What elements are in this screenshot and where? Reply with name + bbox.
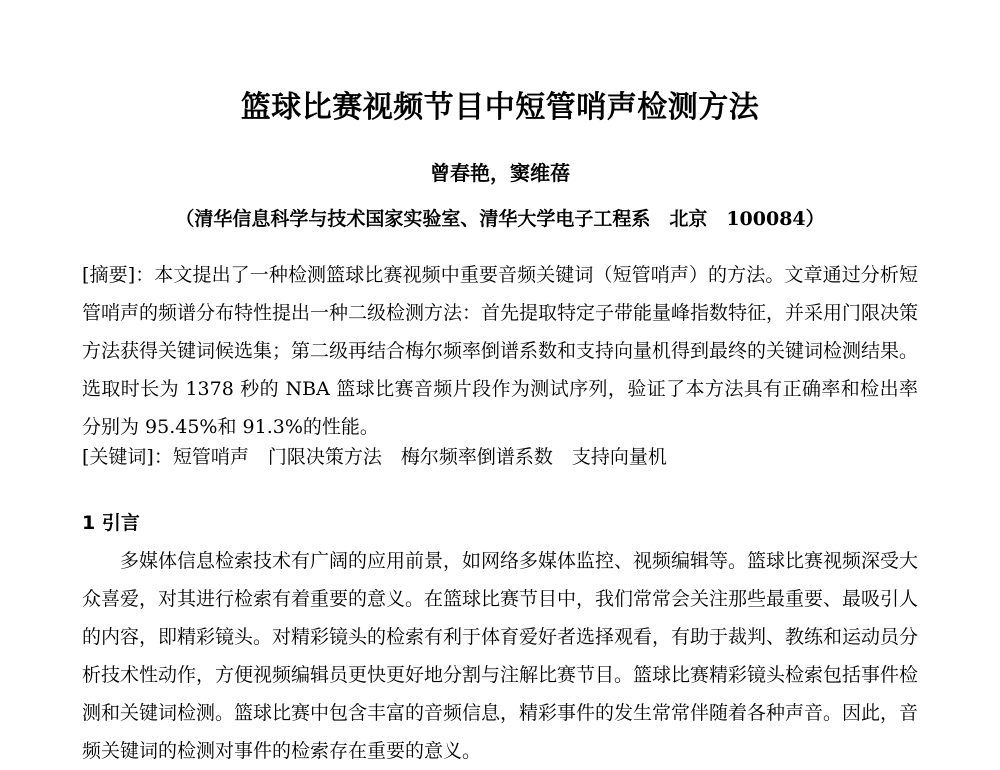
paper-title: 篮球比赛视频节目中短管哨声检测方法 <box>240 90 760 125</box>
paper-authors: 曾春艳，窦维蓓 <box>430 161 570 185</box>
section-heading-introduction: 1 引言 <box>82 512 140 534</box>
paper-affiliation: （清华信息科学与技术国家实验室、清华大学电子工程系 北京 100084） <box>175 208 825 230</box>
keywords-line: [关键词]：短管哨声 门限决策方法 梅尔频率倒谱系数 支持向量机 <box>82 446 667 468</box>
abstract-paragraph: [摘要]：本文提出了一种检测篮球比赛视频中重要音频关键词（短管哨声）的方法。文章通过分析短管哨声的频谱分布特性提出一种二级检测方法：首先提取特定子带能量峰指数特征，并采用门限决策方法获得关键词候选集；第二级再结合梅尔频率倒谱系数和支持向量机得到最终的关键词检测结果。选取时长为 1378 秒的 NBA 篮球比赛音频片段作为测试序列，验证了本方法具有正确率和检出率分别为 95.45%和 91.3%的性能。 <box>82 264 919 438</box>
introduction-paragraph: 多媒体信息检索技术有广阔的应用前景，如网络多媒体监控、视频编辑等。篮球比赛视频深受大众喜爱，对其进行检索有着重要的意义。在篮球比赛节目中，我们常常会关注那些最重要、最吸引人的内容，即精彩镜头。对精彩镜头的检索有利于体育爱好者选择观看，有助于裁判、教练和运动员分析技术性动作，方便视频编辑员更快更好地分割与注解比赛节目。篮球比赛精彩镜头检索包括事件检测和关键词检测。篮球比赛中包含丰富的音频信息，精彩事件的发生常常伴随着各种声音。因此，音频关键词的检测对事件的检索存在重要的意义。 <box>82 550 919 762</box>
